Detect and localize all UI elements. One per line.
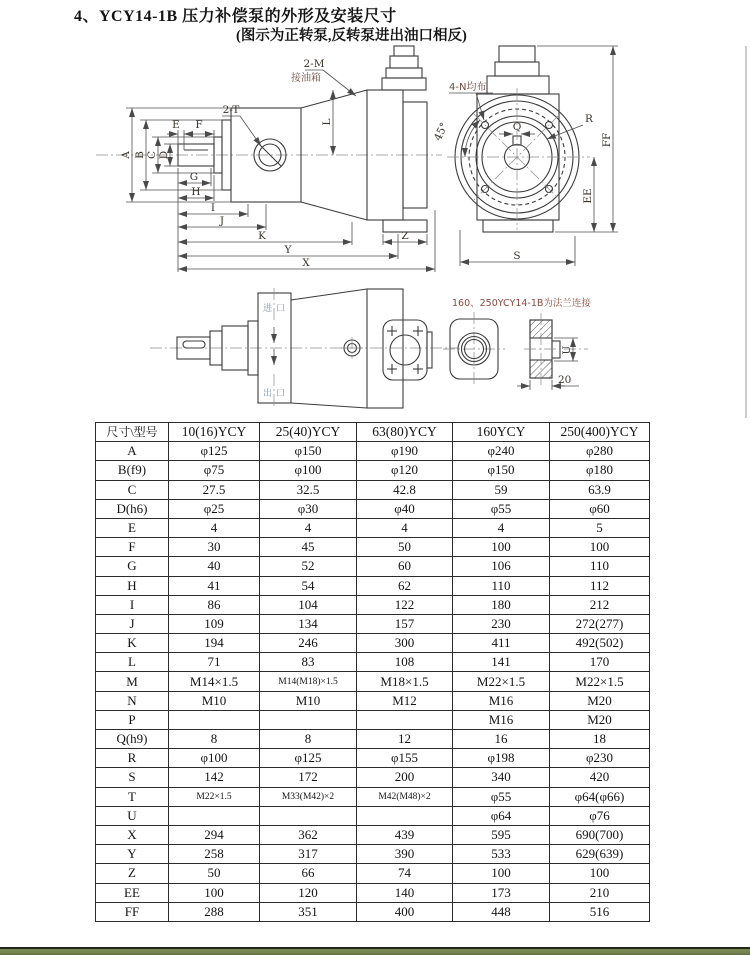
dim-label-f: F bbox=[195, 119, 203, 131]
dim-symbol-cell: N bbox=[96, 691, 169, 710]
table-row bbox=[96, 518, 650, 537]
value-cell: M18×1.5 bbox=[357, 672, 453, 691]
tank-note-2m: 2-M bbox=[303, 58, 325, 70]
value-cell: 50 bbox=[169, 864, 260, 883]
pump-side-view bbox=[96, 46, 442, 232]
value-cell: 212 bbox=[550, 595, 650, 614]
table-row bbox=[96, 787, 650, 806]
dim-label-e: E bbox=[172, 119, 180, 131]
value-cell: φ64(φ66) bbox=[550, 787, 650, 806]
value-cell: M14(M18)×1.5 bbox=[260, 672, 357, 691]
value-cell: 30 bbox=[169, 538, 260, 557]
value-cell: 100 bbox=[453, 864, 550, 883]
flange-connection-note: 160、250YCY14-1B为法兰连接 bbox=[452, 298, 591, 309]
value-cell: φ55 bbox=[453, 787, 550, 806]
value-cell: φ180 bbox=[550, 461, 650, 480]
table-row bbox=[96, 653, 650, 672]
value-cell: 411 bbox=[453, 634, 550, 653]
value-cell: 41 bbox=[169, 576, 260, 595]
value-cell: 400 bbox=[357, 902, 453, 921]
value-cell: 157 bbox=[357, 614, 453, 633]
dim-label-s: S bbox=[513, 250, 521, 262]
value-cell: 12 bbox=[357, 730, 453, 749]
dim-symbol-cell: B(f9) bbox=[96, 461, 169, 480]
front-view-dimensions bbox=[432, 46, 618, 266]
dim-symbol-cell: I bbox=[96, 595, 169, 614]
value-cell: 54 bbox=[260, 576, 357, 595]
value-cell: 172 bbox=[260, 768, 357, 787]
dim-symbol-cell: H bbox=[96, 576, 169, 595]
dim-symbol-cell: S bbox=[96, 768, 169, 787]
value-cell: M10 bbox=[260, 691, 357, 710]
dim-symbol-cell: EE bbox=[96, 883, 169, 902]
table-row bbox=[96, 595, 650, 614]
page-subtitle: (图示为正转泵,反转泵进出油口相反) bbox=[236, 28, 467, 44]
value-cell: 448 bbox=[453, 902, 550, 921]
value-cell: 66 bbox=[260, 864, 357, 883]
value-cell: φ125 bbox=[169, 442, 260, 461]
dim-symbol-cell: K bbox=[96, 634, 169, 653]
value-cell: 362 bbox=[260, 825, 357, 844]
table-row bbox=[96, 614, 650, 633]
dim-label-h: H bbox=[191, 186, 201, 198]
value-cell bbox=[169, 806, 260, 825]
value-cell: M22×1.5 bbox=[550, 672, 650, 691]
value-cell: 106 bbox=[453, 557, 550, 576]
table-header-row bbox=[96, 423, 650, 442]
model-header-cell: 63(80)YCY bbox=[357, 423, 453, 442]
value-cell bbox=[357, 710, 453, 729]
value-cell: 122 bbox=[357, 595, 453, 614]
value-cell bbox=[260, 806, 357, 825]
table-row bbox=[96, 672, 650, 691]
outlet-port-label: 出口 bbox=[262, 389, 290, 399]
value-cell: 246 bbox=[260, 634, 357, 653]
value-cell: 52 bbox=[260, 557, 357, 576]
pump-front-view bbox=[447, 46, 590, 232]
value-cell: 629(639) bbox=[550, 845, 650, 864]
value-cell: φ100 bbox=[260, 461, 357, 480]
bolt-pattern-note: 4-N均布 bbox=[449, 82, 487, 93]
value-cell: M42(M48)×2 bbox=[357, 787, 453, 806]
dim-label-j: J bbox=[219, 215, 225, 227]
table-row bbox=[96, 730, 650, 749]
value-cell: 194 bbox=[169, 634, 260, 653]
value-cell bbox=[357, 806, 453, 825]
value-cell: 340 bbox=[453, 768, 550, 787]
table-row bbox=[96, 576, 650, 595]
value-cell: 50 bbox=[357, 538, 453, 557]
value-cell: φ75 bbox=[169, 461, 260, 480]
value-cell: 42.8 bbox=[357, 480, 453, 499]
value-cell: 180 bbox=[453, 595, 550, 614]
dim-symbol-cell: L bbox=[96, 653, 169, 672]
table-row bbox=[96, 691, 650, 710]
value-cell: M16 bbox=[453, 710, 550, 729]
dim-label-r: R bbox=[585, 113, 593, 125]
value-cell: φ198 bbox=[453, 749, 550, 768]
value-cell: φ230 bbox=[550, 749, 650, 768]
value-cell: 71 bbox=[169, 653, 260, 672]
dim-symbol-cell: A bbox=[96, 442, 169, 461]
value-cell: φ76 bbox=[550, 806, 650, 825]
table-row bbox=[96, 480, 650, 499]
value-cell: 120 bbox=[260, 883, 357, 902]
dim-label-20: 20 bbox=[558, 374, 572, 386]
value-cell: φ40 bbox=[357, 499, 453, 518]
value-cell: φ60 bbox=[550, 499, 650, 518]
value-cell: φ150 bbox=[453, 461, 550, 480]
dim-symbol-cell: J bbox=[96, 614, 169, 633]
value-cell: φ100 bbox=[169, 749, 260, 768]
value-cell: 109 bbox=[169, 614, 260, 633]
value-cell: 690(700) bbox=[550, 825, 650, 844]
model-header-cell: 10(16)YCY bbox=[169, 423, 260, 442]
value-cell: 8 bbox=[260, 730, 357, 749]
dim-label-ff: FF bbox=[601, 132, 613, 148]
value-cell: 74 bbox=[357, 864, 453, 883]
table-row bbox=[96, 845, 650, 864]
inlet-port-label: 进口 bbox=[262, 304, 290, 314]
value-cell: 210 bbox=[550, 883, 650, 902]
value-cell: 4 bbox=[357, 518, 453, 537]
value-cell: 5 bbox=[550, 518, 650, 537]
value-cell: φ120 bbox=[357, 461, 453, 480]
dim-label-k: K bbox=[258, 230, 266, 242]
table-row bbox=[96, 806, 650, 825]
dim-label-q: Q bbox=[512, 121, 522, 133]
port-note-2t: 2-T bbox=[222, 104, 240, 116]
dim-symbol-cell: Q(h9) bbox=[96, 730, 169, 749]
dim-label-l: L bbox=[321, 118, 333, 126]
value-cell: 173 bbox=[453, 883, 550, 902]
value-cell: 32.5 bbox=[260, 480, 357, 499]
value-cell: 45 bbox=[260, 538, 357, 557]
value-cell: 140 bbox=[357, 883, 453, 902]
value-cell: 272(277) bbox=[550, 614, 650, 633]
value-cell: φ55 bbox=[453, 499, 550, 518]
value-cell: 294 bbox=[169, 825, 260, 844]
dim-symbol-cell: T bbox=[96, 787, 169, 806]
value-cell: 492(502) bbox=[550, 634, 650, 653]
table-row bbox=[96, 825, 650, 844]
value-cell: 317 bbox=[260, 845, 357, 864]
value-cell bbox=[260, 710, 357, 729]
value-cell bbox=[169, 710, 260, 729]
dim-label-x: X bbox=[302, 257, 310, 269]
table-row bbox=[96, 749, 650, 768]
value-cell: M14×1.5 bbox=[169, 672, 260, 691]
value-cell: 110 bbox=[550, 557, 650, 576]
dim-symbol-cell: Y bbox=[96, 845, 169, 864]
value-cell: 59 bbox=[453, 480, 550, 499]
dim-symbol-cell: U bbox=[96, 806, 169, 825]
dim-label-c: C bbox=[146, 150, 158, 160]
value-cell: 258 bbox=[169, 845, 260, 864]
angle-label-45: 45° bbox=[431, 120, 451, 143]
value-cell: 4 bbox=[260, 518, 357, 537]
value-cell: 100 bbox=[169, 883, 260, 902]
value-cell: M20 bbox=[550, 710, 650, 729]
table-row bbox=[96, 634, 650, 653]
dim-label-a: A bbox=[120, 151, 132, 159]
dim-label-g: G bbox=[189, 171, 199, 183]
bottom-edge-strip bbox=[0, 947, 750, 955]
value-cell: 100 bbox=[550, 864, 650, 883]
value-cell: 300 bbox=[357, 634, 453, 653]
value-cell: 83 bbox=[260, 653, 357, 672]
tank-note-text: 接油箱 bbox=[291, 73, 321, 84]
value-cell: 4 bbox=[169, 518, 260, 537]
value-cell: 134 bbox=[260, 614, 357, 633]
model-header-cell: 25(40)YCY bbox=[260, 423, 357, 442]
dimension-table bbox=[95, 422, 650, 922]
value-cell: 4 bbox=[453, 518, 550, 537]
value-cell: 533 bbox=[453, 845, 550, 864]
value-cell: 288 bbox=[169, 902, 260, 921]
value-cell: φ280 bbox=[550, 442, 650, 461]
value-cell: 390 bbox=[357, 845, 453, 864]
value-cell: 60 bbox=[357, 557, 453, 576]
dim-symbol-cell: X bbox=[96, 825, 169, 844]
corner-header-cell: 尺寸\型号 bbox=[96, 423, 169, 442]
value-cell: 63.9 bbox=[550, 480, 650, 499]
dim-symbol-cell: G bbox=[96, 557, 169, 576]
value-cell: 110 bbox=[453, 576, 550, 595]
value-cell: 516 bbox=[550, 902, 650, 921]
value-cell: φ30 bbox=[260, 499, 357, 518]
value-cell: φ125 bbox=[260, 749, 357, 768]
value-cell: M22×1.5 bbox=[169, 787, 260, 806]
table-row bbox=[96, 557, 650, 576]
pump-bottom-view bbox=[150, 288, 458, 408]
value-cell: φ240 bbox=[453, 442, 550, 461]
table-row bbox=[96, 538, 650, 557]
value-cell: 595 bbox=[453, 825, 550, 844]
value-cell: 100 bbox=[453, 538, 550, 557]
table-row bbox=[96, 768, 650, 787]
dim-symbol-cell: F bbox=[96, 538, 169, 557]
value-cell: 108 bbox=[357, 653, 453, 672]
page-title: 4、YCY14-1B 压力补偿泵的外形及安装尺寸 bbox=[74, 8, 397, 25]
dim-symbol-cell: FF bbox=[96, 902, 169, 921]
value-cell: φ155 bbox=[357, 749, 453, 768]
value-cell: 62 bbox=[357, 576, 453, 595]
dim-symbol-cell: M bbox=[96, 672, 169, 691]
value-cell: 142 bbox=[169, 768, 260, 787]
value-cell: 18 bbox=[550, 730, 650, 749]
value-cell: 104 bbox=[260, 595, 357, 614]
table-row bbox=[96, 499, 650, 518]
value-cell: 112 bbox=[550, 576, 650, 595]
table-body bbox=[96, 442, 650, 922]
value-cell: 230 bbox=[453, 614, 550, 633]
value-cell: φ190 bbox=[357, 442, 453, 461]
table-row bbox=[96, 461, 650, 480]
value-cell: M33(M42)×2 bbox=[260, 787, 357, 806]
value-cell: 27.5 bbox=[169, 480, 260, 499]
value-cell: 200 bbox=[357, 768, 453, 787]
table-row bbox=[96, 883, 650, 902]
table-row bbox=[96, 710, 650, 729]
dim-label-z: Z bbox=[401, 230, 409, 242]
value-cell: 8 bbox=[169, 730, 260, 749]
dim-symbol-cell: P bbox=[96, 710, 169, 729]
dim-symbol-cell: Z bbox=[96, 864, 169, 883]
flange-detail bbox=[443, 297, 591, 390]
model-header-cell: 160YCY bbox=[453, 423, 550, 442]
dim-symbol-cell: R bbox=[96, 749, 169, 768]
value-cell: φ150 bbox=[260, 442, 357, 461]
value-cell: M12 bbox=[357, 691, 453, 710]
value-cell: 170 bbox=[550, 653, 650, 672]
value-cell: φ25 bbox=[169, 499, 260, 518]
technical-drawing bbox=[0, 42, 750, 422]
dim-label-ee: EE bbox=[582, 188, 594, 204]
value-cell: 141 bbox=[453, 653, 550, 672]
dim-label-u: U bbox=[561, 345, 573, 355]
value-cell: 86 bbox=[169, 595, 260, 614]
dim-symbol-cell: D(h6) bbox=[96, 499, 169, 518]
model-header-cell: 250(400)YCY bbox=[550, 423, 650, 442]
dim-symbol-cell: E bbox=[96, 518, 169, 537]
dim-label-i: I bbox=[210, 202, 216, 214]
table-row bbox=[96, 902, 650, 921]
value-cell: 351 bbox=[260, 902, 357, 921]
value-cell: 100 bbox=[550, 538, 650, 557]
table-row bbox=[96, 864, 650, 883]
dim-symbol-cell: C bbox=[96, 480, 169, 499]
value-cell: 40 bbox=[169, 557, 260, 576]
value-cell: 16 bbox=[453, 730, 550, 749]
table-row bbox=[96, 442, 650, 461]
dim-label-y: Y bbox=[284, 244, 292, 256]
value-cell: 420 bbox=[550, 768, 650, 787]
value-cell: M10 bbox=[169, 691, 260, 710]
value-cell: M22×1.5 bbox=[453, 672, 550, 691]
value-cell: M20 bbox=[550, 691, 650, 710]
dim-label-d: D bbox=[158, 150, 170, 160]
value-cell: φ64 bbox=[453, 806, 550, 825]
value-cell: 439 bbox=[357, 825, 453, 844]
dim-label-b: B bbox=[134, 151, 146, 159]
value-cell: M16 bbox=[453, 691, 550, 710]
